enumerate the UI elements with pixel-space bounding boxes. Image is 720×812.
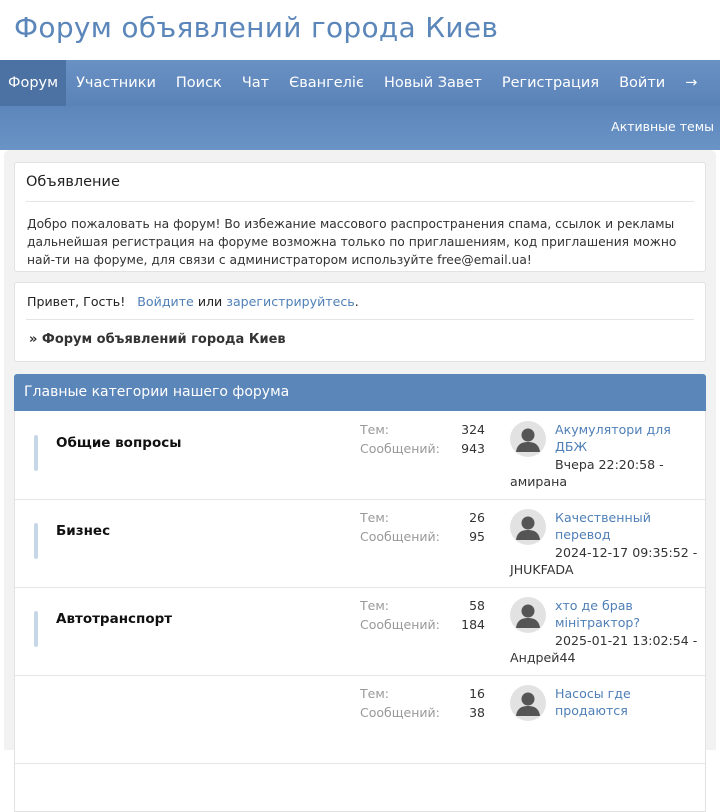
active-topics-link[interactable]: Активные темы [611, 119, 714, 134]
main-content [4, 150, 716, 750]
last-post-author: амирана [510, 474, 568, 489]
last-post-date: Вчера 22:20:58 - [555, 457, 664, 472]
forum-marker-icon [34, 435, 38, 471]
greeting-or: или [197, 294, 223, 309]
nav-arrow-icon[interactable]: → [685, 75, 698, 91]
divider [26, 201, 694, 202]
topics-label: Тем: [360, 598, 389, 613]
category-header [14, 374, 706, 411]
posts-label: Сообщений: [360, 705, 440, 720]
last-topic-link[interactable]: Качественный перевод [555, 510, 651, 542]
posts-count: 38 [469, 705, 485, 720]
topics-label: Тем: [360, 686, 389, 701]
forum-marker-icon [34, 611, 38, 647]
user-silhouette-icon [510, 685, 546, 721]
main-navigation [0, 60, 720, 106]
posts-count: 184 [461, 617, 485, 632]
user-silhouette-icon [510, 421, 546, 457]
last-topic-link[interactable]: Акумулятори для ДБЖ [555, 422, 671, 454]
nav-login[interactable]: Войти [619, 75, 666, 91]
last-topic-link[interactable]: хто де брав мінітрактор? [555, 598, 641, 630]
nav-members[interactable]: Участники [76, 75, 156, 91]
nav-gospel[interactable]: Євангеліє [289, 75, 364, 91]
posts-label: Сообщений: [360, 529, 440, 544]
forum-row [15, 411, 705, 500]
greeting-line [27, 294, 359, 309]
site-header [0, 0, 720, 60]
forum-name[interactable]: Автотранспорт [56, 611, 173, 627]
announcement-panel [14, 162, 706, 272]
divider [26, 319, 694, 320]
nav-new-testament[interactable]: Новый Завет [383, 75, 482, 91]
last-post-date: 2025-01-21 13:02:54 - [555, 633, 698, 648]
breadcrumb[interactable]: » Форум объявлений города Киев [29, 332, 286, 347]
nav-register[interactable]: Регистрация [501, 75, 600, 91]
sub-navigation [0, 106, 720, 150]
last-post-date: 2024-12-17 09:35:52 - [555, 545, 698, 560]
greeting-panel [14, 282, 706, 362]
user-silhouette-icon [510, 509, 546, 545]
greeting-text: Привет, Гость! [27, 294, 126, 309]
nav-forum[interactable]: Форум [0, 60, 66, 106]
site-title[interactable]: Форум объявлений города Киев [14, 11, 499, 44]
posts-count: 95 [469, 529, 485, 544]
topics-label: Тем: [360, 510, 389, 525]
announcement-text: Добро пожаловать на форум! Во избежание массового распространения спама, ссылок и рекламы дальнейшая регистрация на форуме возможна только по приглашениям, код приглашения можно най-ти на форуме, для связи с администратором используйте free@email.ua! [27, 217, 677, 267]
greeting-suffix: . [354, 294, 359, 309]
posts-label: Сообщений: [360, 441, 440, 456]
forum-row [15, 499, 705, 588]
topics-count: 324 [461, 422, 485, 437]
register-link[interactable]: зарегистрируйтесь [226, 294, 355, 309]
login-link[interactable]: Войдите [137, 294, 194, 309]
forum-name[interactable]: Общие вопросы [56, 435, 182, 451]
forum-row [15, 587, 705, 676]
nav-chat[interactable]: Чат [241, 75, 270, 91]
user-silhouette-icon [510, 597, 546, 633]
posts-count: 943 [461, 441, 485, 456]
topics-count: 16 [469, 686, 485, 701]
announcement-title: Объявление [26, 174, 120, 190]
last-post-author: JHUKFADA [510, 562, 574, 577]
forum-name[interactable]: Бизнес [56, 523, 111, 539]
nav-search[interactable]: Поиск [175, 75, 222, 91]
last-topic-link[interactable]: Насосы где продаются [555, 686, 631, 718]
topics-count: 26 [469, 510, 485, 525]
topics-label: Тем: [360, 422, 389, 437]
posts-label: Сообщений: [360, 617, 440, 632]
category-title[interactable]: Главные категории нашего форума [24, 384, 290, 400]
topics-count: 58 [469, 598, 485, 613]
forum-list [14, 411, 706, 812]
last-post-author: Андрей44 [510, 650, 576, 665]
forum-marker-icon [34, 523, 38, 559]
